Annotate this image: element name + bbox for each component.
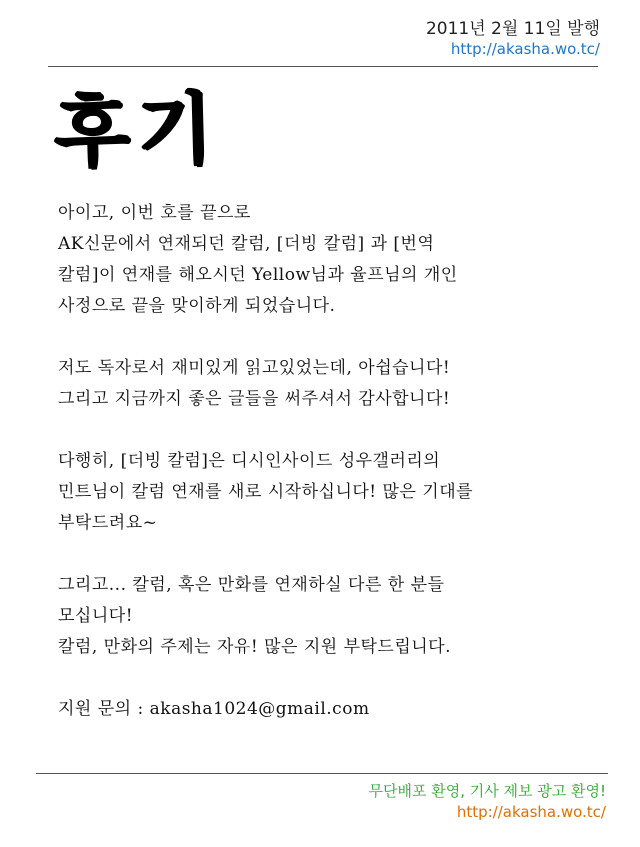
text-line: 칼럼, 만화의 주제는 자유! 많은 지원 부탁드립니다. [58,637,452,657]
text-line: 모십니다! [58,606,134,626]
paragraph-recruitment [58,570,598,663]
text-line: 저도 독자로서 재미있게 읽고있었는데, 아쉽습니다! [58,358,451,378]
text-line: 부탁드려요~ [58,513,158,533]
text-line: 그리고... 칼럼, 혹은 만화를 연재하실 다른 한 분들 [58,575,445,595]
text-line: 그리고 지금까지 좋은 글들을 써주셔서 감사합니다! [58,389,451,409]
paragraph-ending-notice [58,198,598,322]
text-line: AK신문에서 연재되던 칼럼, [더빙 칼럼] 과 [번역 [58,234,435,254]
page-title: 후기 [52,83,222,179]
contact-email-line: 지원 문의 : akasha1024@gmail.com [58,699,370,719]
article-body [58,198,598,725]
text-line: 아이고, 이번 호를 끝으로 [58,203,251,223]
text-line: 민트님이 칼럼 연재를 새로 시작하십니다! 많은 기대를 [58,482,474,502]
paragraph-new-column [58,446,598,539]
paragraph-thanks [58,353,598,415]
footer-site-link[interactable]: http://akasha.wo.tc/ [456,803,606,821]
footer-notice: 무단배포 환영, 기사 제보 광고 환영! [368,782,606,800]
header-site-link[interactable]: http://akasha.wo.tc/ [450,40,600,58]
text-line: 칼럼]이 연재를 해오시던 Yellow님과 율프님의 개인 [58,265,458,285]
issue-date: 2011년 2월 11일 발행 [425,19,600,39]
text-line: 사정으로 끝을 맞이하게 되었습니다. [58,296,336,316]
text-line: 다행히, [더빙 칼럼]은 디시인사이드 성우갤러리의 [58,451,441,471]
paragraph-contact [58,694,598,725]
top-divider [48,66,598,67]
bottom-divider [36,773,608,774]
